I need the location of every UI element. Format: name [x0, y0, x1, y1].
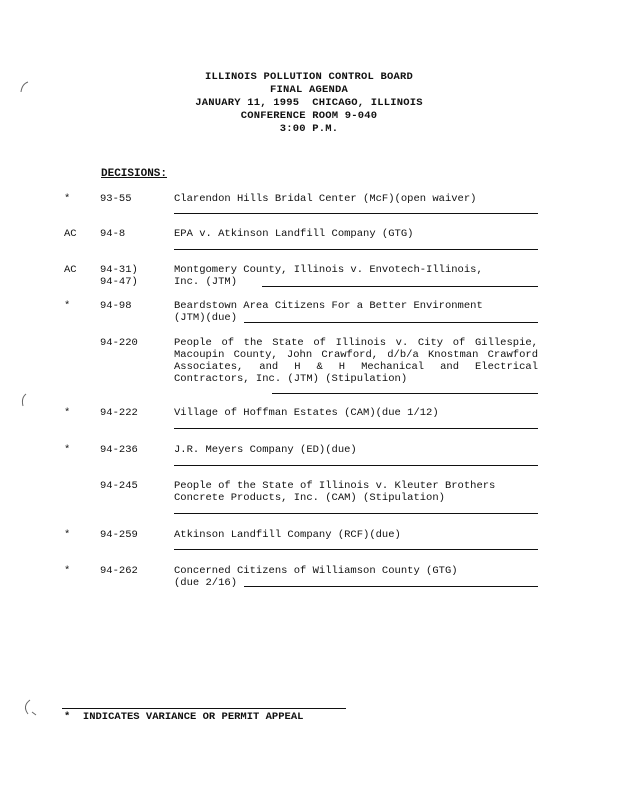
scan-speck-icon — [20, 698, 38, 718]
agenda-header — [0, 71, 618, 136]
scan-speck-icon — [18, 80, 32, 98]
item-mark: * — [64, 300, 71, 312]
item-mark: * — [64, 565, 71, 577]
section-title: DECISIONS: — [101, 168, 168, 180]
item-mark: AC — [64, 228, 77, 240]
scan-speck-icon — [18, 392, 30, 408]
signature-line — [174, 513, 538, 514]
docket-number: 94-222 — [100, 407, 138, 419]
meeting-room: CONFERENCE ROOM 9-040 — [240, 110, 378, 122]
meeting-time: 3:00 P.M. — [279, 123, 339, 135]
docket-number: 94-98 — [100, 300, 132, 312]
docket-number: 94-259 — [100, 529, 138, 541]
item-description: Beardstown Area Citizens For a Better Environment (JTM)(due) — [174, 300, 483, 324]
signature-line — [272, 393, 538, 394]
item-mark: * — [64, 444, 71, 456]
item-description: People of the State of Illinois v. City of Gillespie, Macoupin County, John Crawford, d/b/a Knostman Crawford Associates, and H & H Mechanical and Electrical Contractors, Inc. (JTM) (Stipulation) — [174, 337, 538, 385]
board-name: ILLINOIS POLLUTION CONTROL BOARD — [204, 71, 414, 83]
footer-divider — [62, 708, 346, 709]
docket-number: 94-220 — [100, 337, 138, 349]
signature-line — [244, 322, 538, 323]
item-description: Atkinson Landfill Company (RCF)(due) — [174, 529, 401, 541]
footer-note: * INDICATES VARIANCE OR PERMIT APPEAL — [64, 711, 304, 723]
meeting-date-location: JANUARY 11, 1995 CHICAGO, ILLINOIS — [195, 97, 423, 109]
item-mark: * — [64, 529, 71, 541]
docket-number: 94-31) 94-47) — [100, 264, 138, 288]
agenda-type: FINAL AGENDA — [269, 84, 348, 96]
signature-line — [174, 249, 538, 250]
signature-line — [174, 428, 538, 429]
signature-line — [262, 286, 538, 287]
docket-number: 94-245 — [100, 480, 138, 492]
item-description: Clarendon Hills Bridal Center (McF)(open waiver) — [174, 193, 477, 205]
signature-line — [174, 465, 538, 466]
item-mark: AC — [64, 264, 77, 276]
item-description: Concerned Citizens of Williamson County (GTG) (due 2/16) — [174, 565, 458, 589]
item-description: People of the State of Illinois v. Kleuter Brothers Concrete Products, Inc. (CAM) (Stipulation) — [174, 480, 496, 504]
signature-line — [244, 586, 538, 587]
item-description: Montgomery County, Illinois v. Envotech-Illinois, Inc. (JTM) — [174, 264, 483, 288]
signature-line — [174, 549, 538, 550]
docket-number: 94-8 — [100, 228, 126, 240]
docket-number: 94-236 — [100, 444, 138, 456]
item-description: J.R. Meyers Company (ED)(due) — [174, 444, 357, 456]
docket-number: 94-262 — [100, 565, 138, 577]
signature-line — [174, 213, 538, 214]
docket-number: 93-55 — [100, 193, 132, 205]
item-mark: * — [64, 193, 71, 205]
item-mark: * — [64, 407, 71, 419]
item-description: Village of Hoffman Estates (CAM)(due 1/12) — [174, 407, 439, 419]
item-description: EPA v. Atkinson Landfill Company (GTG) — [174, 228, 414, 240]
